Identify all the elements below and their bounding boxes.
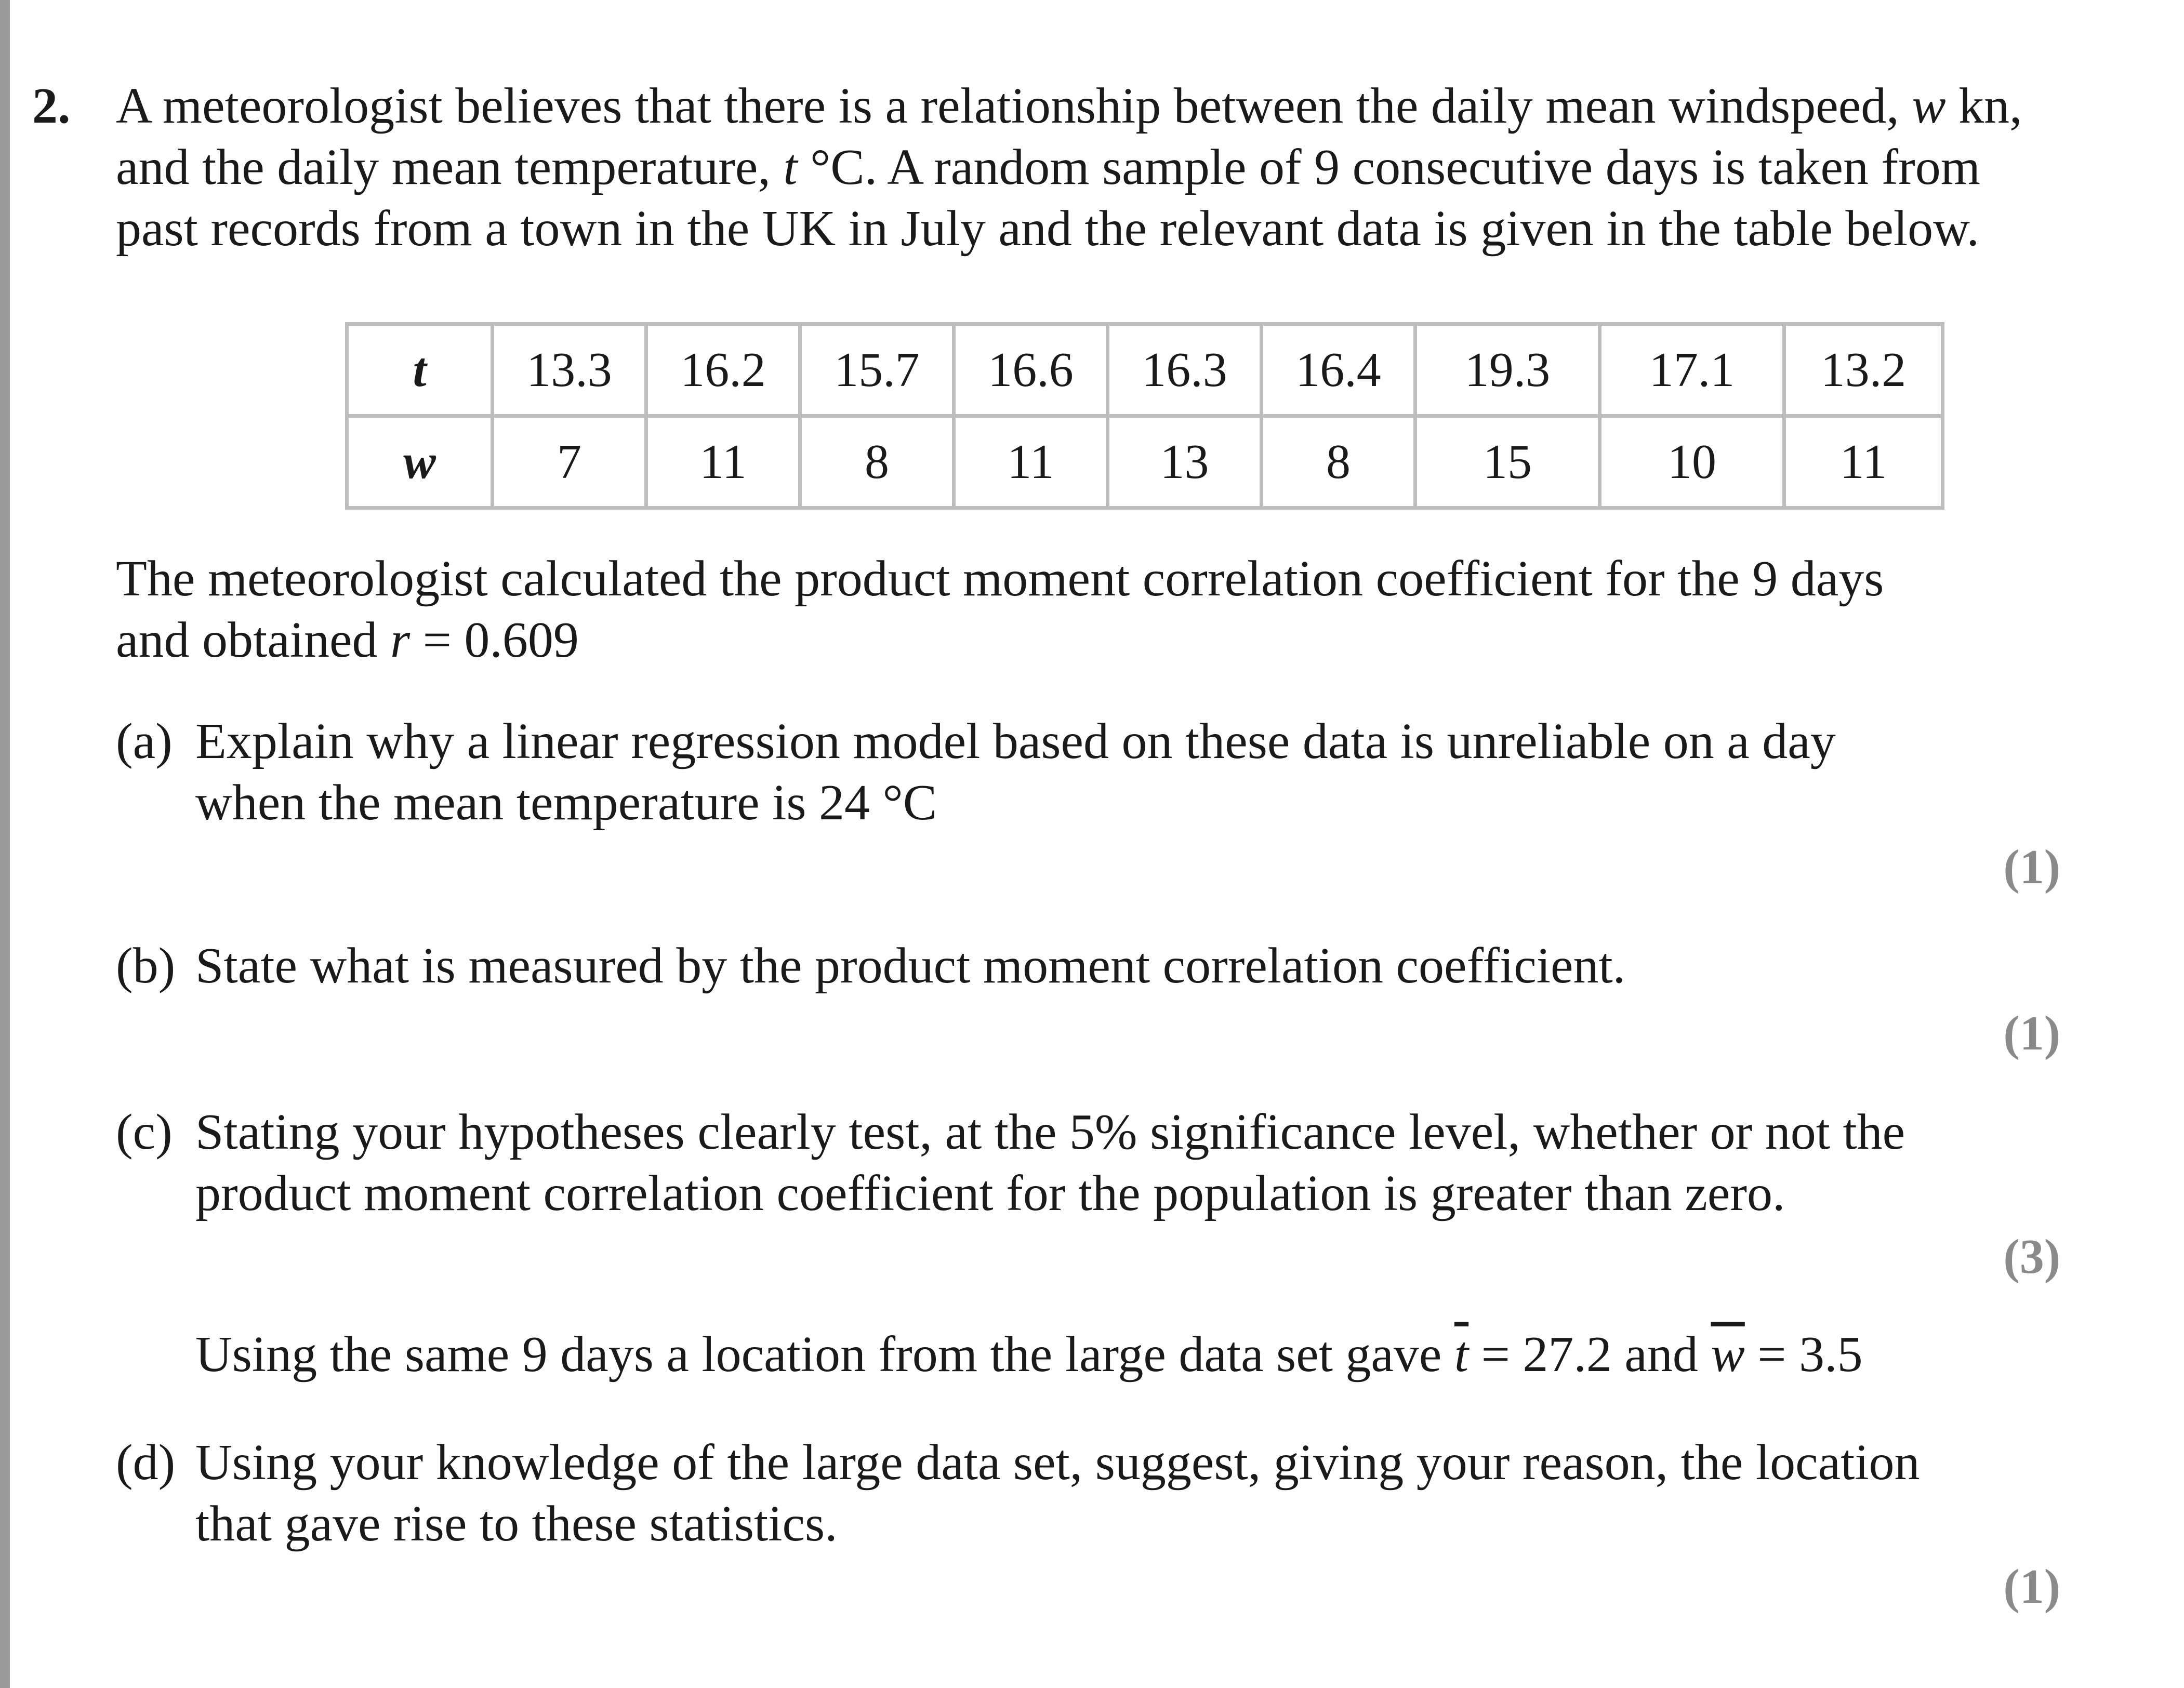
table-row-t — [347, 324, 1943, 416]
part-b-label: (b) — [116, 938, 176, 994]
part-d-line-2: that gave rise to these statistics. — [195, 1496, 838, 1552]
part-d-text — [195, 1432, 1920, 1554]
part-a-line-1: Explain why a linear regression model based on these data is unreliable on a day — [195, 713, 1836, 769]
w-bar: $\overline{w}$ — [1711, 1326, 1745, 1383]
large-data-set-stem: Using the same 9 days a location from the large data set gave $\overline{t} = 27.2$ and $\overline{w} = 3.5$ — [195, 1326, 1863, 1383]
question-intro — [116, 75, 2022, 259]
table-row-w — [347, 416, 1943, 508]
table-cell: 11 — [954, 416, 1108, 508]
data-table — [345, 322, 1944, 510]
table-cell: 16.4 — [1262, 324, 1415, 416]
table-cell: 8 — [1262, 416, 1415, 508]
question-number: 2. — [32, 78, 71, 134]
table-cell: 16.2 — [646, 324, 800, 416]
table-cell: 16.3 — [1108, 324, 1262, 416]
table-cell: 13 — [1108, 416, 1262, 508]
table-cell: 15 — [1415, 416, 1600, 508]
table-cell: 7 — [493, 416, 646, 508]
row-label-t: t — [347, 324, 493, 416]
t-bar: $\overline{t}$ — [1454, 1326, 1469, 1383]
intro-line-2: and the daily mean temperature, t °C. A random sample of 9 consecutive days is taken from — [116, 139, 1980, 195]
table-cell: 8 — [800, 416, 954, 508]
part-c-line-1: Stating your hypotheses clearly test, at the 5% significance level, whether or not the — [195, 1104, 1905, 1160]
table-cell: 13.3 — [493, 324, 646, 416]
part-a-marks: (1) — [2003, 840, 2060, 894]
var-r: r — [390, 612, 411, 668]
pmcc-line-2: and obtained r = 0.609 — [116, 612, 579, 668]
part-c-marks: (3) — [2003, 1230, 2060, 1284]
table-cell: 10 — [1600, 416, 1784, 508]
var-w: w — [1912, 78, 1946, 134]
page-left-border — [0, 0, 10, 1688]
intro-line-1: A meteorologist believes that there is a relationship between the daily mean windspeed, w kn, — [116, 78, 2022, 134]
pmcc-statement — [116, 548, 1884, 671]
part-a-label: (a) — [116, 713, 173, 769]
table-cell: 15.7 — [800, 324, 954, 416]
table-cell: 16.6 — [954, 324, 1108, 416]
part-d-label: (d) — [116, 1434, 176, 1491]
part-d-marks: (1) — [2003, 1560, 2060, 1614]
part-a-line-2: when the mean temperature is 24 °C — [195, 775, 937, 831]
pmcc-line-1: The meteorologist calculated the product moment correlation coefficient for the 9 days — [116, 551, 1884, 607]
intro-line-3: past records from a town in the UK in July and the relevant data is given in the table below. — [116, 201, 1979, 257]
part-a-text — [195, 711, 1836, 833]
var-t: t — [783, 139, 798, 195]
table-cell: 17.1 — [1600, 324, 1784, 416]
part-b-text: State what is measured by the product moment correlation coefficient. — [195, 938, 1626, 994]
part-b-marks: (1) — [2003, 1006, 2060, 1060]
table-cell: 13.2 — [1784, 324, 1943, 416]
row-label-w: w — [347, 416, 493, 508]
table-cell: 11 — [1784, 416, 1943, 508]
part-c-text — [195, 1101, 1905, 1224]
part-d-line-1: Using your knowledge of the large data set, suggest, giving your reason, the location — [195, 1434, 1920, 1491]
part-c-line-2: product moment correlation coefficient for the population is greater than zero. — [195, 1165, 1785, 1221]
part-c-label: (c) — [116, 1104, 173, 1160]
table-cell: 11 — [646, 416, 800, 508]
table-cell: 19.3 — [1415, 324, 1600, 416]
